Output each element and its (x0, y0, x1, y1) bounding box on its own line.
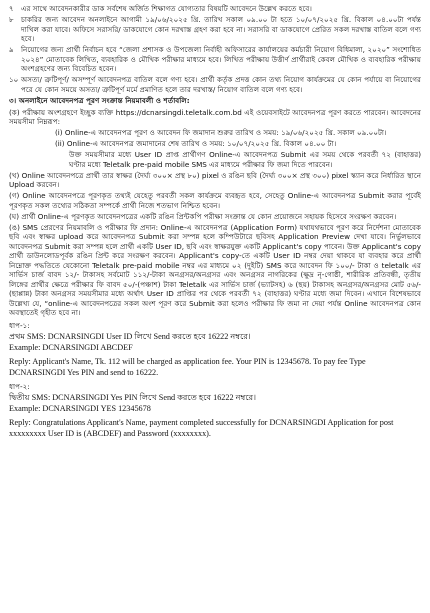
list-item (9, 75, 421, 94)
para-d: (ঘ) প্রার্থী Online-এ পূরণকৃত আবেদনপত্রের একটি রঙিন প্রিন্টকপি পরীক্ষা সংক্রান্ত যে কোন প্রয়োজনে সহায়ক হিসেবে সংরক্ষণ করবেন। (9, 211, 397, 221)
list-item (9, 4, 421, 14)
para-ii: (ii) Online-এ আবেদনপত্র জমাদানের শেষ তারিখ ও সময়: ১০/০৭/২০২৫ খ্রি. বিকাল ০৪.০০ টা। (55, 139, 337, 148)
step2-sms-block (9, 393, 421, 414)
step2-example: Example: DCNARSINGDI YES 12345678 (9, 403, 151, 413)
list-item-text: নিয়োগের জন্য প্রার্থী নির্বাচন হবে “জেলা প্রশাসক ও উপজেলা নির্বাহী অফিসারের কার্যালয়ের কর্মচারী নিয়োগ বিধিমালা, ২০২০” সংশোধিত ২০২৪” মোতাবেক লিখিত, ব্যবহারিক ও মৌখিক পরীক্ষার মাধ্যমে হবে। লিখিত পরীক্ষায় উত্তীর্ণ প্রার্থীরাই কেবল মৌখিক ও ব্যবহারিক পরীক্ষায় অংশগ্রহণের জন্য বিবেচিত হবেন। (21, 45, 421, 73)
list-item-text: অসত্য/ ত্রুটিপূর্ণ/ অসম্পূর্ণ আবেদনপত্র বাতিল বলে গণ্য হবে। প্রার্থী কর্তৃক প্রদত্ত কোন তথ্য নিয়োগ কার্যক্রমের যে কোন পর্যায়ে বা নিয়োগের পরে যে কোন সময়ে অসত্য/ ত্রুটিপূর্ণ মর্মে প্রমাণিত হলে তার দরখাস্ত/ নিয়োগ বাতিল বলে গণ্য হবে। (21, 75, 421, 94)
step1-sms: প্রথম SMS: DCNARSINGDI User ID লিখে Send করতে হবে 16222 নম্বরে। (9, 332, 251, 341)
list-item-number: ১০ (9, 75, 19, 84)
list-item (9, 45, 421, 74)
list-item (9, 15, 421, 44)
para-b: (খ) Online আবেদনপত্রে প্রার্থী তার স্বাক্ষর (দৈর্ঘ্য ৩০০× প্রস্থ ৮০) pixel ও রঙিন ছবি (দৈর্ঘ্য ৩০০× প্রস্থ ৩০০) pixel স্ক্যান করে নির্ধারিত স্থানে Upload করবেন। (9, 170, 421, 189)
para-e: (ঙ) SMS প্রেরণের নিয়মাবলি ও পরীক্ষার ফি প্রদান: Online-এ আবেদনপত্র (Application Form) যথাযথভাবে পূরণ করে নির্দেশনা মোতাবেক ছবি এবং স্বাক্ষর upload করে আবেদনপত্র Submit করা সম্পন্ন হলে কম্পিউটারে ছবিসহ Application Preview দেখা যাবে। নির্ভুলভাবে আবেদনপত্র Submit করা সম্পন্ন হলে প্রার্থী একটি User ID, ছবি এবং স্বাক্ষরযুক্ত একটি Applicant's copy পাবেন। উক্ত Applicant's copy প্রার্থী ডাউনলোডপূর্বক রঙিন প্রিন্ট করে সংরক্ষণ করবেন। Applicant's copy-তে একটি User ID নম্বর দেয়া থাকবে যা ব্যবহার করে প্রার্থী নিম্নোক্ত পদ্ধতিতে যেকোনো Teletalk pre-paid mobile নম্বর এর মাধ্যমে ০২ (দুইটি) SMS করে আবেদন ফি ১০০/- টাকা ও teletalk এর সার্ভিস চার্জ বাবদ ১২/- টাকাসহ সর্বমোট ১১২/-টাকা অনগ্রসর/অনগ্রসর এবং অনগ্রসর নাগরিকের (ক্ষুদ্র নৃ-গোষ্ঠী, শারীরিক প্রতিবন্ধী, তৃতীয় লিঙ্গের প্রার্থীর ক্ষেত্রে পরীক্ষার ফি বাবদ ৫০/-(পঞ্চাশ) টাকা Teletalk এর সার্ভিস চার্জ (ভ্যাটসহ) ৬ (ছয়) টাকাসহ অনগ্রসর/অনগ্রসর মোট ৫৬/-(ছাপ্পান্ন) টাকা অনগ্রসর সময়সীমার মধ্যে অর্থাৎ User ID প্রাপ্তির পর থেকে পরবর্তী ৭২ (বাহাত্তর) ঘণ্টার মধ্যে জমা দিবেন। এখানে বিশেষভাবে উল্লেখ্য যে, “online-এ আবেদনপত্রের সকল অংশ পূরণ করে Submit করা হলেও পরীক্ষার ফি জমা না দেয়া পর্যন্ত Online আবেদনপত্র কোন অবস্থাতেই গৃহীত হবে না। (9, 222, 421, 317)
step1-reply: Reply: Applicant's Name, Tk. 112 will be charged as application fee. Your PIN is 12345678. To pay fee Type DCNARSINGDI Yes PIN and send to 16222. (9, 357, 366, 377)
section-heading: ৩। অনলাইনে আবেদনপত্র পূরণ সংক্রান্ত নিয়মাবলী ও শর্তাবলি: (9, 96, 190, 105)
para-c: (গ) Online আবেদনপত্রে পূরণকৃত তথ্যই যেহেতু পরবর্তী সকল কার্যক্রমে ব্যবহৃত হবে, সেহেতু Online-এ আবেদনপত্র Submit করার পূর্বেই পূরণকৃত সকল তথ্যের সঠিকতা সম্পর্কে প্রার্থী নিজে শতভাগ নিশ্চিত হবেন। (9, 191, 421, 210)
list-item-text: এর সাথে আবেদনকারীর ডাক সর্বশেষ অর্জিত শিক্ষাগত যোগ্যতার বিষয়টি আবেদনে উল্লেখ করতে হবে। (21, 4, 312, 13)
step2-label: ধাপ-২: (9, 381, 30, 391)
list-item-number: ৭ (9, 4, 14, 13)
list-item-number: ৮ (9, 15, 14, 24)
para-i: (i) Online-এ আবেদনপত্র পূরণ ও আবেদন ফি জমাদান শুরুর তারিখ ও সময়: ১৯/০৬/২০২৫ খ্রি. সকাল ০৯.০০টা। (55, 128, 387, 137)
step2-reply: Reply: Congratulations Applicant's Name, payment completed successfully for DCNARSINGDI Application for post xxxxxxxxx User ID is (ABCDEF) and Password (xxxxxxxx). (9, 418, 394, 439)
list-item-number: ৯ (9, 45, 14, 54)
top-list (9, 4, 421, 94)
list-item-text: চাকরির জন্য আবেদন অনলাইনে আগামী ১৯/০৬/২০২৫ খ্রি. তারিখ সকাল ০৯.০০ টা হতে ১০/০৭/২০২৫ খ্রি. বিকাল ০৪.০০টা পর্যন্ত দাখিল করা যাবে। অফিসে সরাসরি/ ডাকযোগে কোন দরখাস্ত গ্রহণ করা হবে না। সরাসরি বা ডাকযোগে প্রেরিত সকল দরখাস্ত বাতিল বলে গণ্য হবে। (21, 15, 421, 43)
step1-label: ধাপ-১: (9, 320, 30, 330)
para-ii-note: উক্ত সময়সীমার মধ্যে User ID প্রাপ্ত প্রার্থীগণ Online-এ আবেদনপত্র Submit এর সময় থেকে পরবর্তী ৭২ (বাহাত্তর) ঘণ্টার মধ্যে Teletalk pre-paid mobile SMS এর মাধ্যমে পরীক্ষার ফি জমা দিতে পারবেন। (69, 150, 421, 169)
step1-example: Example: DCNARSINGDI ABCDEF (9, 342, 133, 352)
para-a: (ক) পরীক্ষায় অংশগ্রহণে ইচ্ছুক ব্যক্তি https://dcnarsingdi.teletalk.com.bd এই ওয়েবসাইটে আবেদনপত্র পূরণ করতে পারবেন। আবেদনের সময়সীমা নিম্নরূপ: (9, 107, 421, 126)
step1-sms-block (9, 332, 421, 353)
step2-sms: দ্বিতীয় SMS: DCNARSINGDI Yes PIN লিখে Send করতে হবে 16222 নম্বরে। (9, 393, 257, 403)
